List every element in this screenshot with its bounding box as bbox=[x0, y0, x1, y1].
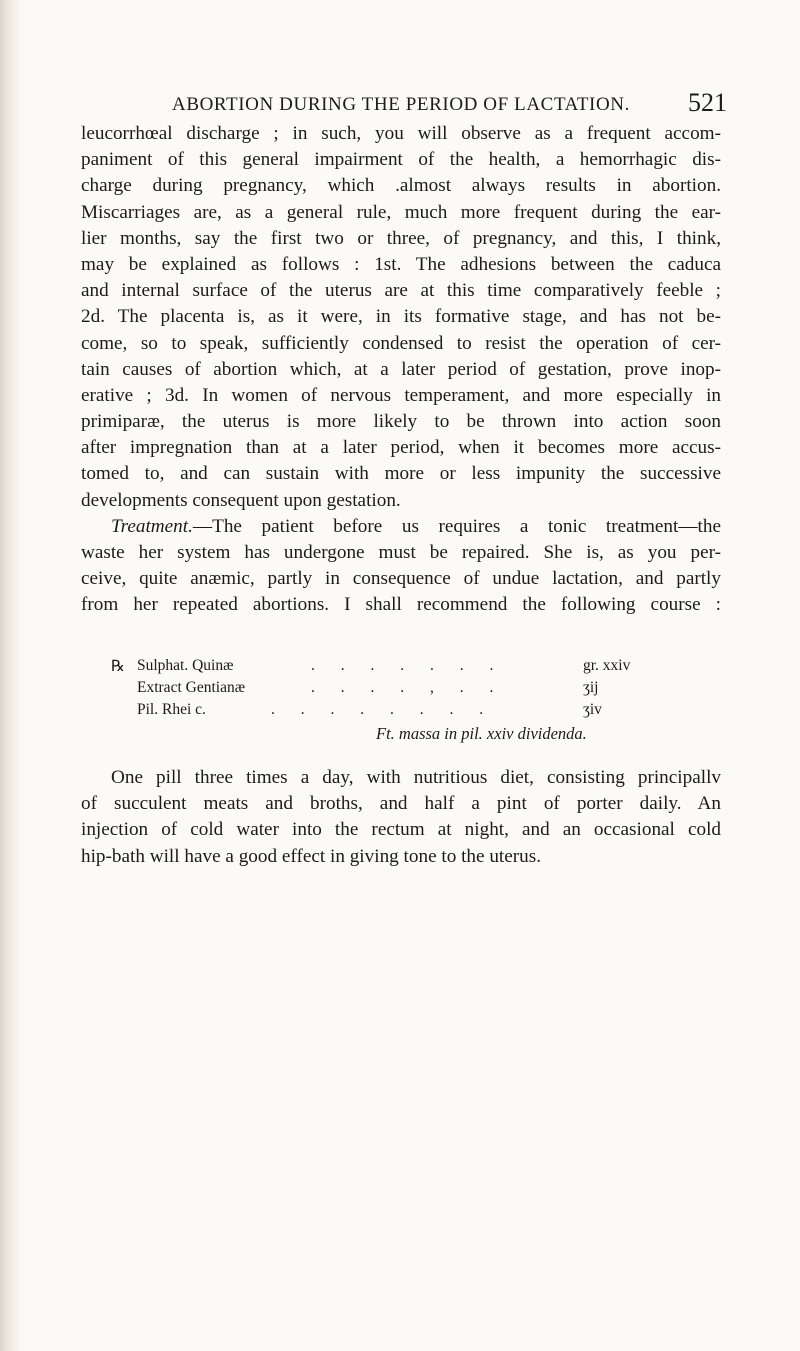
prescription-block bbox=[111, 657, 671, 743]
closing-paragraph bbox=[81, 765, 721, 870]
text-line: tomed to, and can sustain with more or less impunity the successive bbox=[81, 463, 721, 485]
text-line: leucorrhœal discharge ; in such, you will observe as a frequent accom- bbox=[81, 123, 721, 144]
text-line: may be explained as follows : 1st. The adhesions between the caduca bbox=[81, 253, 721, 275]
drug-dose: ʒij bbox=[583, 679, 599, 696]
prescription-instruction: Ft. massa in pil. xxiv dividenda. bbox=[376, 724, 587, 743]
text-line: primiparæ, the uterus is more likely to be thrown into action soon bbox=[81, 411, 721, 433]
text-line: waste her system has undergone must be repaired. She is, as you per- bbox=[81, 542, 721, 563]
text-line: Miscarriages are, as a general rule, much more frequent during the ear- bbox=[81, 201, 721, 223]
text-line: lier months, say the first two or three, of pregnancy, and this, I think, bbox=[81, 227, 721, 249]
page-gutter-shadow bbox=[0, 0, 22, 1351]
recipe-symbol: ℞ bbox=[111, 658, 125, 675]
drug-name: Pil. Rhei c. bbox=[137, 701, 206, 718]
text-line: One pill three times a day, with nutritious diet, consisting principallv bbox=[111, 767, 721, 788]
leader-dots: . . . . , . . bbox=[311, 679, 505, 696]
page-number: 521 bbox=[688, 88, 727, 117]
prescription-row bbox=[111, 701, 671, 723]
leader-dots: . . . . . . . . bbox=[271, 701, 495, 718]
text-line: and internal surface of the uterus are at this time comparatively feeble ; bbox=[81, 280, 721, 302]
prescription-row bbox=[111, 679, 671, 701]
treatment-line-rest: —The patient before us requires a tonic treatment—the bbox=[192, 515, 721, 537]
leader-dots: . . . . . . . bbox=[311, 657, 505, 674]
body-text-block bbox=[81, 121, 721, 619]
text-line: come, so to speak, sufficiently condensed to resist the operation of cer- bbox=[81, 332, 721, 354]
text-line: of succulent meats and broths, and half a pint of porter daily. An bbox=[81, 793, 721, 815]
text-line: developments consequent upon gestation. bbox=[81, 489, 401, 511]
prescription-row bbox=[111, 657, 671, 679]
treatment-heading: Treatment. bbox=[111, 515, 193, 537]
text-line: ceive, quite anæmic, partly in consequence of undue lactation, and partly bbox=[81, 568, 721, 590]
drug-name: Extract Gentianæ bbox=[137, 679, 246, 696]
text-line: hip-bath will have a good effect in giving tone to the uterus. bbox=[81, 845, 542, 867]
text-line: injection of cold water into the rectum at night, and an occasional cold bbox=[81, 819, 721, 841]
text-line: paniment of this general impairment of the health, a hemorrhagic dis- bbox=[81, 149, 721, 171]
text-line: from her repeated abortions. I shall recommend the following course : bbox=[81, 594, 721, 616]
text-line: charge during pregnancy, which .almost always results in abortion. bbox=[81, 175, 721, 197]
drug-dose: gr. xxiv bbox=[583, 657, 631, 674]
text-line: erative ; 3d. In women of nervous temperament, and more especially in bbox=[81, 384, 721, 406]
drug-name: Sulphat. Quinæ bbox=[137, 657, 234, 674]
text-line: tain causes of abortion which, at a later period of gestation, prove inop- bbox=[81, 358, 721, 380]
running-head: ABORTION DURING THE PERIOD OF LACTATION. bbox=[172, 94, 630, 115]
drug-dose: ʒiv bbox=[583, 701, 602, 718]
treatment-line bbox=[81, 514, 721, 540]
text-line: after impregnation than at a later period, when it becomes more accus- bbox=[81, 437, 721, 459]
text-line: 2d. The placenta is, as it were, in its formative stage, and has not be- bbox=[81, 306, 721, 328]
